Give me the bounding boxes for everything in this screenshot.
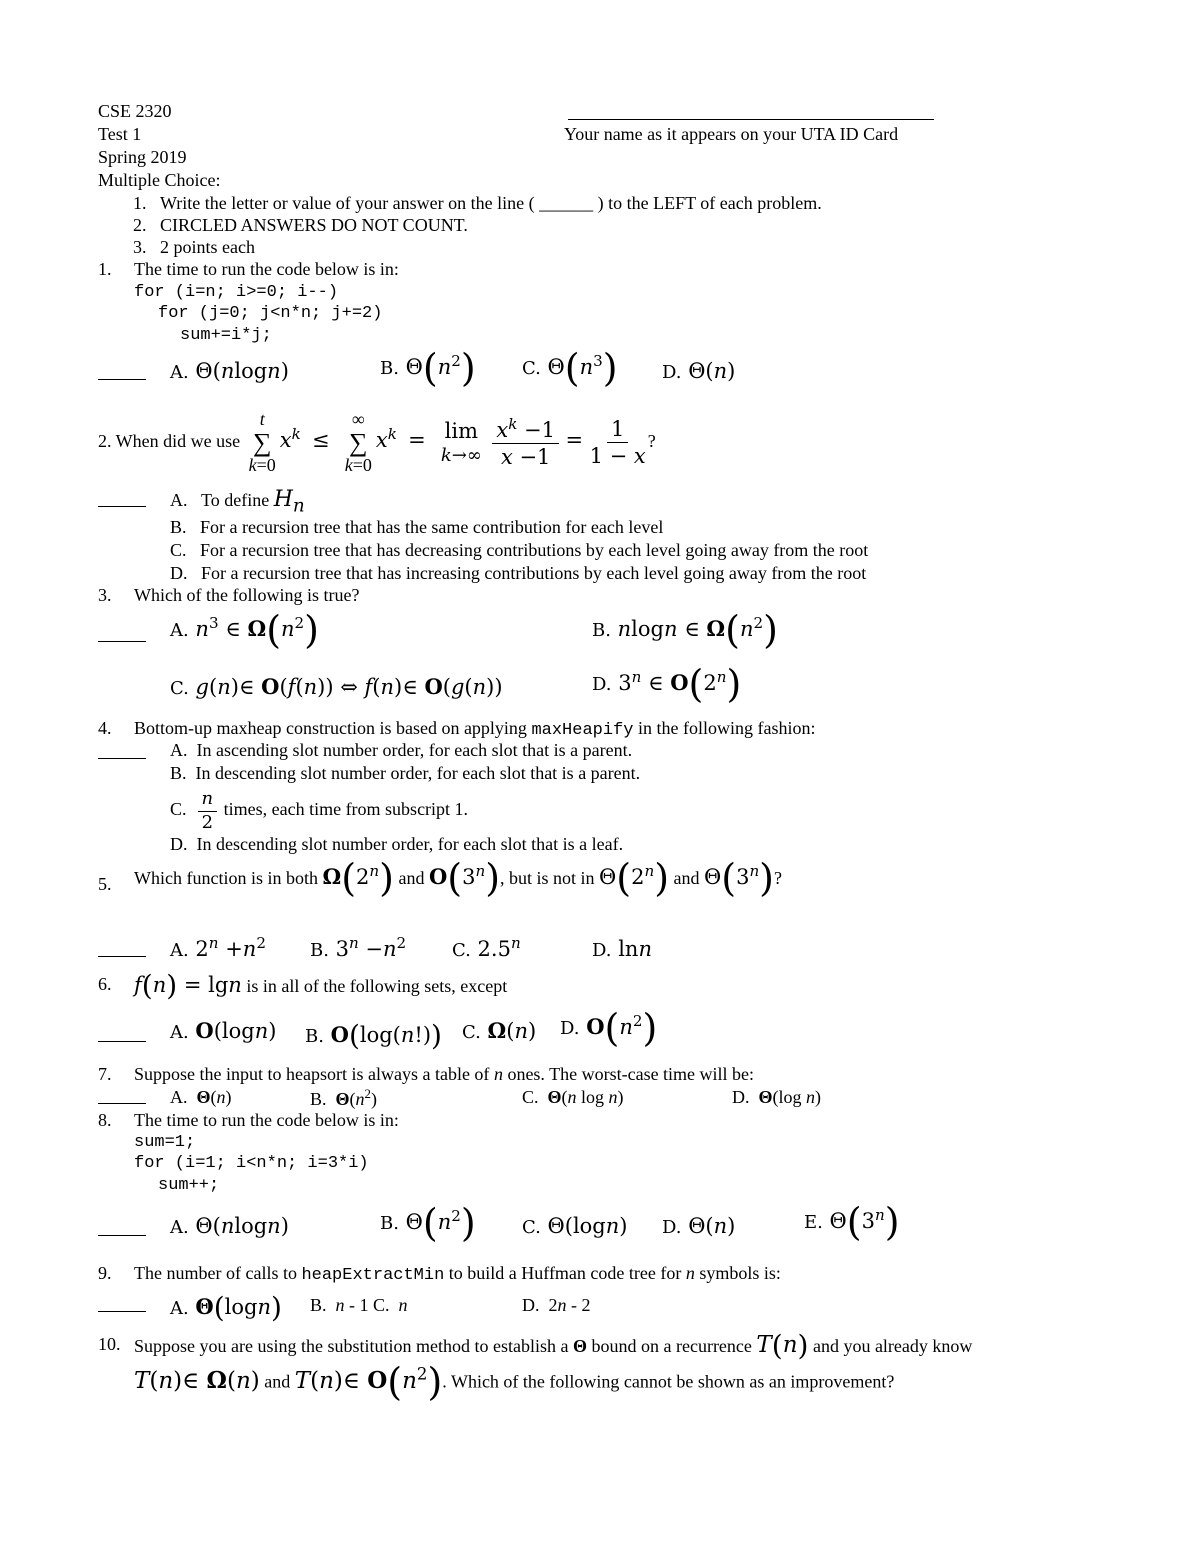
q9-answer-line[interactable] <box>98 1310 146 1312</box>
q8-option-d: D. Θ(n) <box>662 1214 736 1238</box>
q8-answer-line[interactable] <box>98 1234 146 1236</box>
instruction-1: 1. Write the letter or value of your answer on the line ( ______ ) to the LEFT of each problem. <box>133 193 822 213</box>
q6-text: f(n) = lgn is in all of the following sets, except <box>134 969 508 1002</box>
q1-code-line-2: for (j=0; j<n*n; j+=2) <box>158 304 383 323</box>
q9-number: 9. <box>98 1263 112 1283</box>
q4-option-a: A. In ascending slot number order, for each slot that is a parent. <box>170 740 633 760</box>
course-code: CSE 2320 <box>98 101 172 121</box>
q1-number: 1. <box>98 259 112 279</box>
q8-text: The time to run the code below is in: <box>134 1110 399 1130</box>
term: Spring 2019 <box>98 147 187 167</box>
q8-option-c: C. Θ(logn) <box>522 1214 628 1238</box>
q4-answer-line[interactable] <box>98 757 146 759</box>
q7-answer-line[interactable] <box>98 1102 146 1104</box>
q1-option-a: A. Θ(nlogn) <box>170 359 289 383</box>
q4-option-c: C. $\frac{n}{2}$ times, each time from subscript 1. <box>170 788 469 833</box>
q1-code-line-3: sum+=i*j; <box>180 326 272 345</box>
q5-number: 5. <box>98 874 112 894</box>
q3-option-c: C. g(n)∈ O(f(n)) ⇔ f(n)∈ O(g(n)) <box>170 674 503 699</box>
q6-option-d: D. $O(n^2)$ <box>560 1006 658 1050</box>
q7-option-c: C. Θ(n log n) <box>522 1087 624 1107</box>
q2-option-b: B. For a recursion tree that has the same contribution for each level <box>170 517 664 537</box>
q7-option-a: A. Θ(n) <box>170 1087 232 1107</box>
q10-line-1: Suppose you are using the substitution method to establish a Θ bound on a recurrence T(n) and you already know <box>134 1329 973 1362</box>
q8-code-line-1: sum=1; <box>134 1133 196 1152</box>
q4-option-d: D. In descending slot number order, for each slot that is a leaf. <box>170 834 624 854</box>
q7-text: Suppose the input to heapsort is always a table of n ones. The worst-case time will be: <box>134 1064 755 1084</box>
q3-option-a: A. $n^3$ ∈ $\Omega(n^2)$ <box>170 608 319 652</box>
q4-option-b: B. In descending slot number order, for each slot that is a parent. <box>170 763 641 783</box>
q6-answer-line[interactable] <box>98 1040 146 1042</box>
q8-option-e: E. Θ(3$^n$) <box>804 1200 900 1244</box>
q3-answer-line[interactable] <box>98 640 146 642</box>
q3-text: Which of the following is true? <box>134 585 360 605</box>
q9-option-a: A. Θ(logn) <box>170 1291 282 1324</box>
q7-option-b: B. $\Theta(n^2)$ <box>310 1086 378 1109</box>
name-label: Your name as it appears on your UTA ID Card <box>564 124 899 144</box>
q6-option-c: C. Ω(n) <box>462 1018 537 1043</box>
q4-number: 4. <box>98 718 112 738</box>
instruction-3: 3. 2 points each <box>133 237 255 257</box>
q9-option-d: D. 2n - 2 <box>522 1295 591 1315</box>
q3-option-d: D. 3$^n$ ∈ O(2$^n$) <box>592 662 742 706</box>
q8-code-line-2: for (i=1; i<n*n; i=3*i) <box>134 1154 369 1173</box>
q6-option-a: A. O(logn) <box>170 1018 277 1043</box>
q3-option-b: B. nlogn ∈ $\Omega(n^2)$ <box>592 608 778 652</box>
q8-option-a: A. Θ(nlogn) <box>170 1214 289 1238</box>
q2-option-d: D. For a recursion tree that has increasing contributions by each level going away from the root <box>170 563 867 583</box>
q5-answer-line[interactable] <box>98 955 146 957</box>
q7-option-d: D. Θ(log n) <box>732 1087 822 1107</box>
q8-number: 8. <box>98 1110 112 1130</box>
instruction-2: 2. CIRCLED ANSWERS DO NOT COUNT. <box>133 215 468 235</box>
q5-text: Which function is in both Ω(2$^n$) and O(3$^n$), but is not in Θ(2$^n$) and Θ(3$^n$)? <box>134 856 782 900</box>
q5-option-a: A. $2^n +n^2$ <box>170 934 266 961</box>
name-line <box>568 119 934 120</box>
q1-code-line-1: for (i=n; i>=0; i--) <box>134 283 339 302</box>
q2-prefix: 2. When did we use <box>98 430 241 451</box>
q9-text: The number of calls to heapExtractMin to build a Huffman code tree for n symbols is: <box>134 1263 781 1285</box>
q7-number: 7. <box>98 1064 112 1084</box>
q2-equation: 2. When did we use t ∑ k=0 $x^k$ ≤ ∞ ∑ k=0 $x^k$ = lim k→∞ $\frac{x^k -1}{x -1}$ = $\frac{1}{1 - x}$ ? <box>98 409 656 475</box>
q5-option-c: C. 2.5$^n$ <box>452 934 521 961</box>
q1-option-b: B. $\Theta(n^2)$ <box>380 346 476 390</box>
q1-answer-line[interactable] <box>98 378 146 380</box>
q1-option-d: D. Θ(n) <box>662 359 736 383</box>
section-title: Multiple Choice: <box>98 170 221 190</box>
q2-option-c: C. For a recursion tree that has decreasing contributions by each level going away from the root <box>170 540 869 560</box>
q10-line-2: T(n)∈ Ω(n) and T(n)∈ $O(n^2)$. Which of the following cannot be shown as an improvement? <box>134 1359 895 1404</box>
q6-option-b: B. O(log(n!)) <box>305 1019 442 1052</box>
q8-code-line-3: sum++; <box>158 1176 220 1195</box>
q10-number: 10. <box>98 1334 121 1354</box>
q4-text: Bottom-up maxheap construction is based on applying maxHeapify in the following fashion: <box>134 718 816 740</box>
q8-option-b: B. $\Theta(n^2)$ <box>380 1201 476 1245</box>
q5-option-b: B. $3^n -n^2$ <box>310 934 407 961</box>
q9-option-b: B. n - 1 C. n <box>310 1295 408 1315</box>
q5-option-d: D. lnn <box>592 937 652 961</box>
q1-text: The time to run the code below is in: <box>134 259 399 279</box>
q1-option-c: C. $\Theta(n^3)$ <box>522 346 618 390</box>
test-title: Test 1 <box>98 124 142 144</box>
q3-number: 3. <box>98 585 112 605</box>
q6-number: 6. <box>98 974 112 994</box>
q2-option-a: A. To define $H_n$ <box>170 487 305 517</box>
q2-answer-line[interactable] <box>98 505 146 507</box>
